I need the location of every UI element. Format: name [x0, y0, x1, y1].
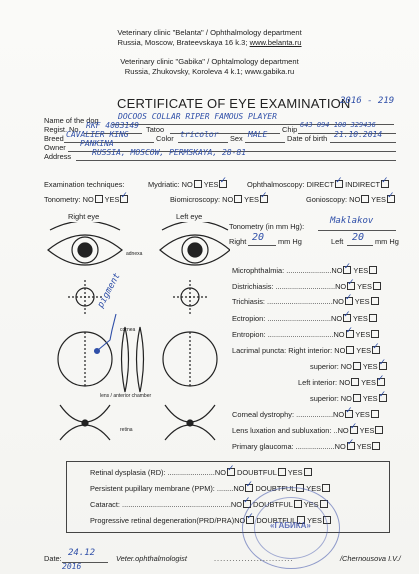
regist-value: RKF 4083149: [86, 121, 139, 130]
tonometry-no-checkbox[interactable]: [95, 195, 103, 203]
bottom-row: Retinal dysplasia (RD): .......................NO✓ DOUBTFUL YES: [90, 468, 312, 477]
direct-checkbox[interactable]: [335, 180, 343, 188]
vet-label: Veter.ophthalmologist: [116, 554, 187, 563]
techniques-label: Examination techniques:: [44, 180, 125, 189]
biomicroscopy-row: Biomicroscopy: NO YES✓: [170, 195, 268, 204]
header-line-1: Veterinary clinic "Belanta" / Ophthalmology department: [117, 28, 302, 37]
ophthalmoscopy-row: Ophthalmoscopy: DIRECT✓ INDIRECT✓: [247, 180, 389, 189]
biomicroscopy-yes-checkbox[interactable]: [260, 195, 268, 203]
bottom-row: Progressive retinal degeneration(PRD/PRA)NO✓ DOUBTFUL YES: [90, 516, 331, 525]
signature-dots: ..........................: [214, 554, 294, 563]
finding-row: superior: NO YES✓: [310, 362, 387, 371]
finding-no-checkbox[interactable]: [345, 410, 353, 418]
tonometry-left-unit: mm Hg: [375, 237, 399, 246]
finding-row: Districhiasis: .............................NO✓ YES: [232, 282, 381, 291]
finding-yes-checkbox[interactable]: [379, 394, 387, 402]
header-line-4: Russia, Zhukovsky, Koroleva 4 k.1; www.gabika.ru: [124, 67, 295, 76]
lens-label: lens / anterior chamber: [100, 393, 152, 399]
finding-no-checkbox[interactable]: [350, 426, 358, 434]
no-checkbox[interactable]: [245, 484, 253, 492]
date-label: Date:: [44, 554, 62, 563]
yes-checkbox[interactable]: [322, 484, 330, 492]
finding-no-checkbox[interactable]: [343, 266, 351, 274]
left-eye-label: Left eye: [176, 212, 203, 221]
gonioscopy-yes-checkbox[interactable]: [387, 195, 395, 203]
finding-row: Trichiasis: ................................NO✓ YES: [232, 297, 379, 306]
owner-value: PANKINA: [80, 139, 114, 148]
doubtful-checkbox[interactable]: [278, 468, 286, 476]
bottom-row: Cataract: .....................................................NO✓ DOUBTFUL YES: [90, 500, 328, 509]
tonometry-right-unit: mm Hg: [278, 237, 302, 246]
name-label: Name of the dog: [44, 116, 99, 125]
finding-no-checkbox[interactable]: [346, 330, 354, 338]
address-label: Address: [44, 152, 72, 161]
pigment-annotation: pigment: [96, 271, 123, 310]
address-value: RUSSIA, MOSCOW, PERMSKAYA, 28-81: [92, 148, 247, 157]
finding-no-checkbox[interactable]: [353, 394, 361, 402]
finding-yes-checkbox[interactable]: [372, 442, 380, 450]
tonometry-left-label: Left: [331, 237, 344, 246]
header-line-2: Russia, Moscow, Brateevskaya 16 k.3; www.belanta.ru: [117, 38, 302, 47]
finding-yes-checkbox[interactable]: [369, 266, 377, 274]
finding-row: Left interior: NO YES✓: [298, 378, 385, 387]
sex-value: MALE: [248, 130, 268, 139]
mydriatic-yes-checkbox[interactable]: [219, 180, 227, 188]
owner-label: Owner: [44, 143, 66, 152]
tonometry-label: Tonometry (in mm Hg):: [229, 222, 305, 231]
finding-row: Corneal dystrophy: ..................NO✓ YES: [232, 410, 379, 419]
finding-no-checkbox[interactable]: [353, 362, 361, 370]
finding-no-checkbox[interactable]: [347, 282, 355, 290]
finding-no-checkbox[interactable]: [345, 297, 353, 305]
finding-row: Primary glaucoma: ...................NO✓ YES: [232, 442, 380, 451]
finding-row: Ectropion: ...............................NO✓ YES: [232, 314, 377, 323]
finding-yes-checkbox[interactable]: [371, 410, 379, 418]
chip-value: 643 094 100 329436: [300, 121, 376, 129]
date-year: 2016: [62, 562, 82, 571]
certificate-number: 2016 - 219: [340, 96, 395, 106]
finding-no-checkbox[interactable]: [346, 346, 354, 354]
finding-yes-checkbox[interactable]: [372, 346, 380, 354]
finding-row: superior: NO YES✓: [310, 394, 387, 403]
finding-row: Lens luxation and subluxation: ..NO✓ YES: [232, 426, 383, 435]
finding-yes-checkbox[interactable]: [373, 282, 381, 290]
tonometry-method: Maklakov: [330, 216, 374, 226]
tonometry-yes-checkbox[interactable]: [120, 195, 128, 203]
adnexa-label: adnexa: [126, 251, 143, 257]
finding-no-checkbox[interactable]: [343, 314, 351, 322]
name-value: DOCOOS COLLAR RIPER FAMOUS PLAYER: [118, 112, 277, 121]
biomicroscopy-no-checkbox[interactable]: [234, 195, 242, 203]
bottom-row: Persistent pupillary membrane (PPM): ........NO✓ DOUBTFUL YES: [90, 484, 330, 493]
color-value: tricolor: [180, 130, 219, 139]
right-eye-label: Right eye: [68, 212, 100, 221]
mydriatic-row: Mydriatic: NO YES✓: [148, 180, 227, 189]
finding-no-checkbox[interactable]: [351, 378, 359, 386]
regist-label: Regist. No.: [44, 125, 81, 134]
chip-label: Chip: [282, 125, 298, 134]
sex-label: Sex: [230, 134, 243, 143]
vet-name: /Chernousova I.V./: [340, 554, 401, 563]
indirect-checkbox[interactable]: [381, 180, 389, 188]
page-title: CERTIFICATE OF EYE EXAMINATION: [117, 96, 351, 111]
tonometry-right-label: Right: [229, 237, 247, 246]
finding-yes-checkbox[interactable]: [369, 314, 377, 322]
no-checkbox[interactable]: [227, 468, 235, 476]
mydriatic-no-checkbox[interactable]: [194, 180, 202, 188]
belanta-link[interactable]: www.belanta.ru: [249, 38, 302, 47]
tonometry-row: Tonometry: NO YES✓: [44, 195, 128, 204]
breed-label: Breed: [44, 134, 64, 143]
date-value: 24.12: [68, 548, 96, 558]
breed-value: CAVALIER KING: [66, 130, 129, 139]
finding-no-checkbox[interactable]: [347, 442, 355, 450]
tonometry-left-value: 20: [352, 232, 365, 243]
tatoo-label: Tatoo: [146, 125, 165, 134]
color-label: Color: [156, 134, 174, 143]
finding-yes-checkbox[interactable]: [377, 378, 385, 386]
finding-row: Entropion: ................................NO✓ YES: [232, 330, 379, 339]
finding-yes-checkbox[interactable]: [379, 362, 387, 370]
stamp-text: «ГАБИКА»: [270, 521, 311, 530]
dob-value: 21.10.2014: [334, 130, 383, 139]
finding-row: Lacrimal puncta: Right interior: NO YES✓: [232, 346, 380, 355]
gonioscopy-no-checkbox[interactable]: [361, 195, 369, 203]
finding-row: Microphthalmia: ......................NO✓ YES: [232, 266, 377, 275]
dob-label: Date of birth: [287, 134, 328, 143]
cornea-label: cornea: [120, 327, 136, 333]
gonioscopy-row: Gonioscopy: NO YES✓: [306, 195, 395, 204]
finding-yes-checkbox[interactable]: [371, 330, 379, 338]
finding-yes-checkbox[interactable]: [371, 297, 379, 305]
yes-checkbox[interactable]: [304, 468, 312, 476]
finding-yes-checkbox[interactable]: [375, 426, 383, 434]
tonometry-right-value: 20: [252, 232, 265, 243]
header-line-3: Veterinary clinic "Gabika" / Ophtalmology department: [120, 57, 299, 66]
retina-label: retina: [120, 427, 133, 433]
